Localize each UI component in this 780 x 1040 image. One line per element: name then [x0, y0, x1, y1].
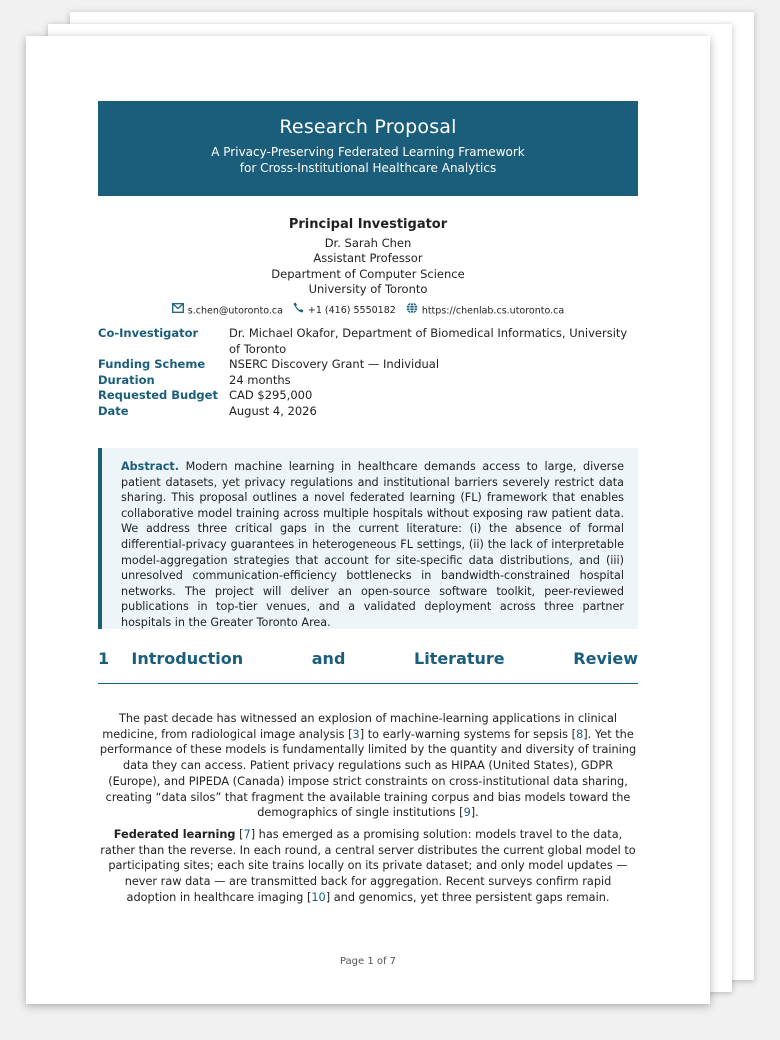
citation-10[interactable]: 10: [311, 890, 326, 904]
subtitle-line-2: for Cross-Institutional Healthcare Analytics: [239, 161, 497, 175]
federated-learning-term: Federated learning: [113, 827, 236, 841]
document-subtitle: [98, 144, 638, 176]
citation-8[interactable]: 8: [576, 727, 584, 741]
citation-3[interactable]: 3: [352, 727, 360, 741]
date-label: Date: [98, 403, 129, 418]
abstract-text: Modern machine learning in healthcare demands access to large, diverse patient datasets, yet privacy regulations and institutional barriers severely restrict data sharing. This proposal outlines a novel federated learning (FL) framework that enables collaborative model training across multiple hospitals without exposing raw patient data. We address three critical gaps in the current literature: (i) the absence of formal differential-privacy guarantees in heterogeneous FL settings, (ii) the lack of interpretable model-aggregation strategies that account for site-specific data distributions, and (iii) unresolved communication-efficiency bottlenecks in bandwidth-constrained hospital networks. The project will deliver an open-source software toolkit, peer-reviewed publications in top-tier venues, and a validated deployment across three partner hospitals in the Greater Toronto Area.: [121, 460, 624, 629]
co-investigator-value: Dr. Michael Okafor, Department of Biomedical Informatics, University of Toronto: [229, 326, 628, 356]
document-title: Research Proposal: [279, 116, 457, 138]
principal-investigator-block: [98, 217, 638, 320]
proposal-metadata: [98, 326, 638, 419]
website-text: https://chenlab.cs.utoronto.ca: [421, 305, 565, 317]
page-number: Page 1 of 7: [339, 956, 397, 967]
pi-university: University of Toronto: [308, 282, 428, 297]
co-investigator-label: Co-Investigator: [98, 326, 199, 340]
subtitle-line-1: A Privacy-Preserving Federated Learning Framework: [211, 145, 525, 159]
meta-row-budget: [98, 388, 638, 404]
citation-9[interactable]: 9: [463, 806, 471, 820]
budget-value: CAD $295,000: [229, 388, 313, 402]
meta-row-duration: [98, 373, 638, 389]
para1-text-1: The past decade has witnessed an explosion of machine-learning applications in clinical medicine, from radiological image analysis [: [102, 712, 618, 741]
citation-7[interactable]: 7: [243, 827, 251, 841]
para1-text-3: ]. Yet the performance of these models is fundamentally limited by the quantity and diversity of training data they can access. Patient privacy regulations such as HIPAA (United States), GDPR (Europe), and PIPEDA (Canada) impose strict constraints on cross-institutional data sharing, creating “data silos” that fragment the available training corpus and bias models toward the demographics of single institutions [: [99, 727, 637, 820]
globe-icon: [406, 302, 418, 320]
pi-department: Department of Computer Science: [271, 266, 465, 281]
duration-value: 24 months: [229, 372, 291, 387]
section-word-review: Review: [573, 649, 638, 668]
pi-role: Assistant Professor: [313, 251, 423, 266]
meta-row-co-investigator: [98, 326, 638, 357]
email-text: s.chen@utoronto.ca: [187, 305, 283, 317]
section-word-literature: Literature: [414, 649, 505, 668]
date-value: August 4, 2026: [229, 403, 317, 418]
phone-icon: [293, 302, 304, 319]
section-word-introduction: Introduction: [131, 649, 244, 668]
para2-text-3: ] and genomics, yet three persistent gaps remain.: [325, 890, 610, 904]
section-number: 1: [98, 649, 110, 668]
paragraph-2: [98, 827, 638, 906]
para2-text-2: ] has emerged as a promising solution: models travel to the data, rather than the reverse. In each round, a central server distributes the current global model to participating sites; each site trains locally on its private dataset; and only model updates — never raw data — are transmitted back for aggregation. Recent surveys confirm rapid adoption in healthcare imaging [: [100, 827, 636, 904]
document-page: [26, 36, 710, 1004]
pi-heading: Principal Investigator: [288, 217, 448, 232]
para1-text-2: ] to early-warning systems for sepsis [: [359, 727, 577, 741]
paragraph-1: [98, 711, 638, 821]
para1-text-4: ].: [470, 806, 479, 820]
phone-contact[interactable]: [293, 302, 396, 319]
funding-value: NSERC Discovery Grant — Individual: [229, 357, 440, 371]
section-body: [98, 711, 638, 911]
meta-row-funding: [98, 357, 638, 373]
para2-text-1: [: [235, 827, 244, 841]
abstract-label: Abstract.: [121, 460, 179, 473]
budget-label: Requested Budget: [98, 388, 218, 402]
title-banner: [98, 101, 638, 196]
phone-text: +1 (416) 5550182: [307, 305, 396, 317]
email-contact[interactable]: [172, 303, 283, 319]
meta-row-date: [98, 404, 638, 420]
section-title-part-1: [98, 649, 243, 668]
pi-contacts: [98, 302, 638, 320]
abstract-box: [98, 448, 638, 629]
section-heading: [98, 649, 638, 684]
funding-label: Funding Scheme: [98, 357, 206, 371]
section-word-and: and: [311, 649, 346, 668]
pi-name: Dr. Sarah Chen: [324, 235, 412, 250]
duration-label: Duration: [98, 372, 155, 387]
website-contact[interactable]: [406, 302, 564, 320]
envelope-icon: [172, 303, 184, 319]
